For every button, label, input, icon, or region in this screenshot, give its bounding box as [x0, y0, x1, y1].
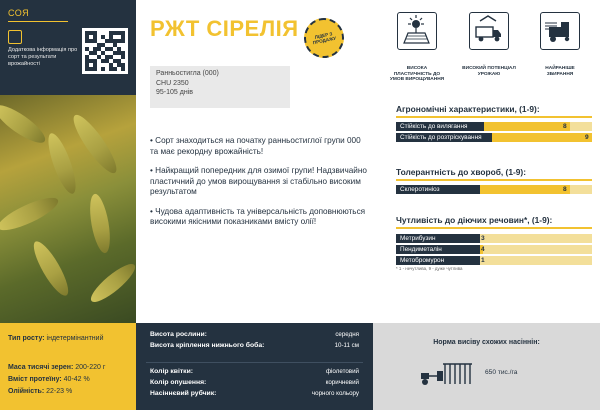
pod-shape	[28, 237, 74, 299]
trait-fill	[484, 122, 570, 131]
qr-code[interactable]	[82, 28, 128, 74]
spec-pod-height	[150, 342, 359, 349]
oil-label: Олійність:	[8, 388, 45, 395]
benefit-item: • Найкращий попередник для озимої групи! Надзвичайно пластичний до умов вирощування зі стабільно високим результатом	[150, 166, 367, 196]
crop-header-panel	[0, 0, 136, 95]
trait-fill	[492, 133, 592, 142]
spec-label: Висота кріплення нижнього боба:	[150, 342, 265, 349]
icon-caption-plasticity: ВИСОКА ПЛАСТИЧНІСТЬ ДО УМОВ ВИРОЩУВАННЯ	[389, 66, 445, 83]
spec-value: середня	[335, 331, 359, 338]
sowing-rate-value: 650 тис./га	[485, 369, 518, 376]
oil-value: 22-23 %	[46, 388, 73, 395]
tgw-label: Маса тисячі зерен:	[8, 364, 74, 371]
icon-caption-harvest: НАЙРАНІШЕ ЗБИРАННЯ	[545, 66, 575, 77]
plant-specs-panel	[136, 323, 373, 410]
spec-value: чорного кольору	[311, 390, 359, 397]
pod-shape	[0, 99, 50, 148]
crop-underline	[8, 21, 68, 22]
truck-icon	[469, 12, 509, 50]
pod-shape	[68, 110, 123, 178]
crop-label: СОЯ	[8, 8, 30, 18]
specs-divider	[146, 362, 363, 363]
spec-label: Колір опушення:	[150, 379, 207, 386]
sensitivity-footnote: * 1 - нечутлива, 9 - дуже чутлива	[396, 266, 463, 271]
trait-bar-metobromuron	[396, 256, 592, 265]
seeder-icon	[419, 361, 479, 392]
disease-underline	[396, 179, 592, 181]
icon-caption-yield: ВИСОКИЙ ПОТЕНЦІАЛ УРОЖАЮ	[462, 66, 516, 77]
sowing-title: Норма висіву схожих насіннін:	[433, 339, 540, 346]
qr-caption: Додаткова інформація про сорт та результати врожайності	[8, 47, 78, 67]
disease-title: Толерантність до хвороб, (1-9):	[396, 167, 527, 177]
protein-row	[8, 376, 90, 383]
spec-flower	[150, 368, 359, 375]
days-value: 95-105 днів	[156, 89, 193, 96]
spec-pubescence	[150, 379, 359, 386]
trait-value: 9	[585, 134, 589, 141]
maturity-group: Ранньостигла (000)	[156, 70, 219, 77]
spec-value: фіолетовий	[325, 368, 359, 375]
trait-value: 8	[563, 186, 567, 193]
trait-bar-pendimethalin	[396, 245, 592, 254]
protein-value: 40-42 %	[63, 376, 90, 383]
growth-type-row	[8, 335, 104, 342]
trait-value: 3	[481, 235, 485, 242]
soybean-photo	[0, 95, 136, 323]
protein-label: Вміст протеїну:	[8, 376, 62, 383]
trait-label: Метобромурон	[396, 256, 480, 265]
bestseller-badge	[300, 14, 347, 61]
benefit-item: • Сорт знаходиться на початку ранньостиглої групи 000 та має рекордну врожайність!	[150, 136, 361, 156]
oil-row	[8, 388, 72, 395]
seed-quality-panel	[0, 323, 136, 410]
spec-label: Колір квітки:	[150, 368, 194, 375]
trait-value: 4	[481, 246, 485, 253]
chu-value: CHU 2350	[156, 79, 189, 87]
trait-label: Стійкість до розтріскування	[396, 133, 492, 142]
maturity-box	[150, 66, 290, 108]
scan-icon	[8, 30, 22, 44]
pod-shape	[43, 131, 81, 197]
spec-label: Висота рослини:	[150, 331, 207, 338]
plant-sun-icon	[397, 12, 437, 50]
qr-code-pattern	[85, 31, 125, 71]
agro-underline	[396, 116, 592, 118]
variety-title: РЖТ СІРЕЛІЯ	[150, 16, 299, 41]
pod-shape	[86, 192, 113, 254]
tgw-row	[8, 364, 105, 371]
benefits-list	[150, 136, 370, 237]
trait-label: Метрибузин	[396, 234, 480, 243]
badge-text: ЛІДЕР З ПРОДАЖУ	[312, 31, 337, 46]
spec-hilum	[150, 390, 359, 397]
growth-type-label: Тип росту:	[8, 335, 45, 342]
trait-label: Пендиметалін	[396, 245, 480, 254]
spec-label: Насіннєвий рубчик:	[150, 390, 217, 397]
trait-bar-lodging	[396, 122, 592, 131]
benefit-item: • Чудова адаптивність та універсальність доповнюються високими якісними показниками вмісту олії!	[150, 206, 366, 226]
growth-type-value: індетермінантний	[46, 335, 104, 342]
spec-value: коричневий	[325, 379, 359, 386]
trait-label: Склеротиніоз	[396, 185, 480, 194]
trait-label: Стійкість до вилягання	[396, 122, 484, 131]
spec-value: 10-11 см	[334, 342, 359, 349]
spec-height	[150, 331, 359, 338]
combine-icon	[540, 12, 580, 50]
herbicide-underline	[396, 227, 592, 229]
herbicide-title: Чутливість до діючих речовин*, (1-9):	[396, 215, 553, 225]
trait-bar-shattering	[396, 133, 592, 142]
trait-value: 8	[563, 123, 567, 130]
sowing-rate-panel	[373, 323, 600, 410]
pod-shape	[86, 259, 136, 307]
pod-shape	[0, 192, 62, 236]
agro-title: Агрономічні характеристики, (1-9):	[396, 104, 540, 114]
tgw-value: 200-220 г	[75, 364, 106, 371]
trait-bar-metribuzin	[396, 234, 592, 243]
trait-value: 1	[481, 257, 485, 264]
trait-bar-sclerotinia	[396, 185, 592, 194]
trait-fill	[480, 185, 570, 194]
